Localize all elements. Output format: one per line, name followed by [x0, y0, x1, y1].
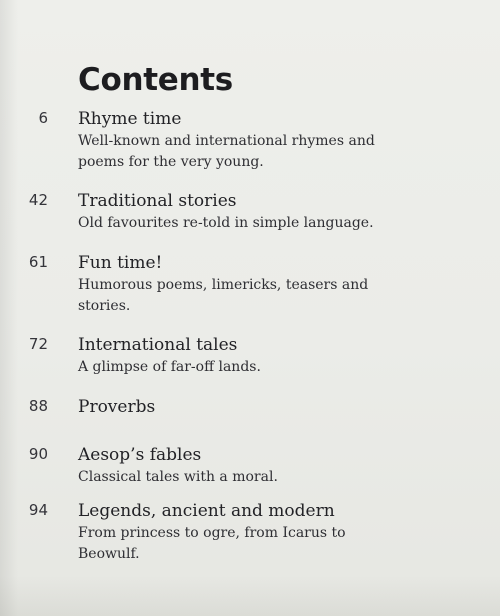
description-line: Well-known and international rhymes and	[78, 133, 375, 149]
entry-description	[78, 357, 418, 378]
entry-description	[78, 467, 418, 488]
description-line: stories.	[78, 298, 131, 314]
page-number: 42	[28, 191, 48, 209]
description-line: From princess to ogre, from Icarus to	[78, 525, 346, 541]
entry-heading: International tales	[78, 335, 238, 355]
page-number: 61	[28, 253, 48, 271]
entry-heading: Fun time!	[78, 253, 163, 273]
entry-description	[78, 131, 418, 173]
page-number: 88	[28, 397, 48, 415]
entry-heading: Proverbs	[78, 397, 156, 417]
entry-description	[78, 523, 418, 565]
entry-heading: Rhyme time	[78, 109, 182, 129]
description-line: poems for the very young.	[78, 154, 264, 170]
page-shadow	[0, 576, 500, 616]
description-line: Beowulf.	[78, 546, 140, 562]
entry-heading: Traditional stories	[78, 191, 237, 211]
description-line: Humorous poems, limericks, teasers and	[78, 277, 369, 293]
page-title: Contents	[78, 62, 233, 98]
description-line: A glimpse of far-off lands.	[78, 359, 261, 375]
page-number: 94	[28, 501, 48, 519]
page-number: 90	[28, 445, 48, 463]
page-number: 72	[28, 335, 48, 353]
entry-description	[78, 213, 418, 234]
description-line: Classical tales with a moral.	[78, 469, 278, 485]
page-number: 6	[38, 109, 48, 127]
entry-heading: Aesop’s fables	[78, 445, 202, 465]
entry-heading: Legends, ancient and modern	[78, 501, 335, 521]
entry-description	[78, 275, 418, 317]
description-line: Old favourites re-told in simple language.	[78, 215, 374, 231]
